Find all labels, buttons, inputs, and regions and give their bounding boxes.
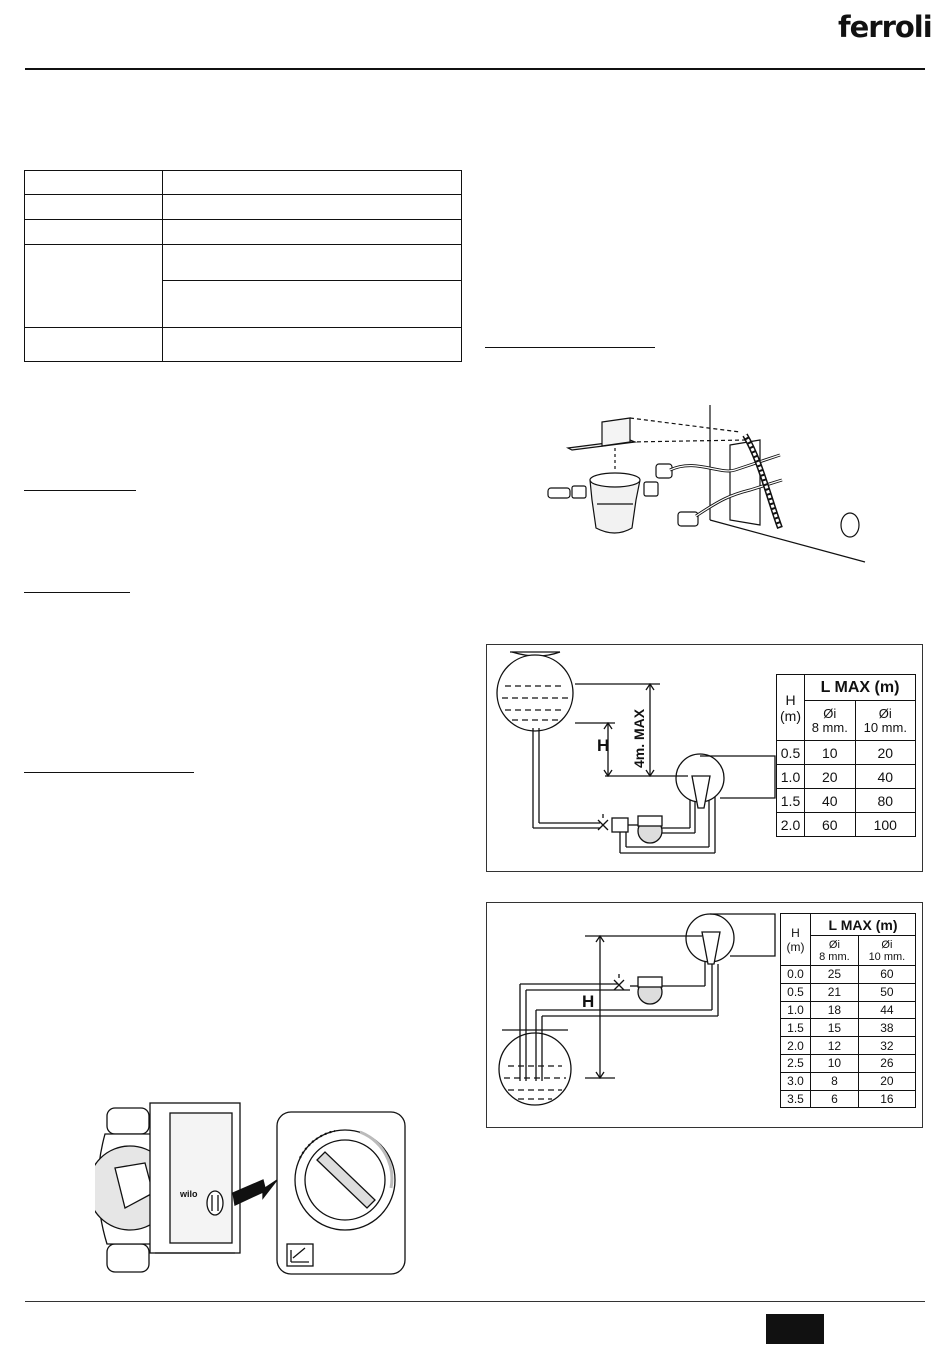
cell-8mm: 10 [805,741,856,765]
table-row [777,789,916,813]
table-row [25,245,462,281]
cell-10mm: 16 [858,1090,915,1108]
cell-8mm: 21 [811,983,859,1001]
cell-h: 1.5 [777,789,805,813]
col-header-8mm: Øi 8 mm. [811,936,859,966]
table-row [781,1019,916,1037]
col-header-10mm: Øi 10 mm. [855,701,915,741]
table-row [781,1072,916,1090]
cell-h: 0.5 [781,983,811,1001]
cell-8mm: 60 [805,813,856,837]
logo-text: ferroli [838,10,932,44]
cell-h: 1.5 [781,1019,811,1037]
heading-underline [485,347,655,348]
max-height-label: 4m. MAX [631,708,647,768]
table-row [25,328,462,362]
height-label: H [582,992,595,1011]
cell-10mm: 20 [855,741,915,765]
cell-10mm: 60 [858,966,915,984]
col-header-lmax: L MAX (m) [811,914,916,936]
lmax-table-gravity [776,674,916,837]
cell-8mm: 25 [811,966,859,984]
cell-10mm: 80 [855,789,915,813]
col-header-h: H (m) [777,675,805,741]
cell-8mm: 15 [811,1019,859,1037]
table-row [781,1037,916,1055]
suction-feed-diagram [490,906,780,1124]
table-row [781,1001,916,1019]
cell-10mm: 40 [855,765,915,789]
cell-h: 2.0 [781,1037,811,1055]
cell-h: 2.5 [781,1054,811,1072]
table-row [25,220,462,245]
cell-10mm: 44 [858,1001,915,1019]
col-header-8mm: Øi 8 mm. [805,701,856,741]
col-header-h: H (m) [781,914,811,966]
spec-table [24,170,462,362]
cell-8mm: 18 [811,1001,859,1019]
height-label: H [597,736,610,755]
cell-h: 0.5 [777,741,805,765]
table-row [25,171,462,195]
col-header-10mm: Øi 10 mm. [858,936,915,966]
cell-8mm: 12 [811,1037,859,1055]
cell-8mm: 6 [811,1090,859,1108]
cell-10mm: 38 [858,1019,915,1037]
heading-underline [24,592,130,593]
cell-h: 1.0 [777,765,805,789]
ferroli-logo [838,2,933,52]
table-row [777,765,916,789]
cell-10mm: 100 [855,813,915,837]
cell-h: 0.0 [781,966,811,984]
gravity-feed-diagram [490,648,780,868]
page-number-tab [766,1314,824,1344]
filter-installation-illustration [520,400,870,570]
circulator-pump-illustration [95,1098,415,1280]
lmax-table-suction [780,913,916,1108]
cell-10mm: 20 [858,1072,915,1090]
cell-10mm: 50 [858,983,915,1001]
cell-h: 3.5 [781,1090,811,1108]
table-row [781,983,916,1001]
cell-h: 3.0 [781,1072,811,1090]
heading-underline [24,490,136,491]
cell-8mm: 8 [811,1072,859,1090]
cell-8mm: 20 [805,765,856,789]
table-row [25,195,462,220]
table-row [781,1054,916,1072]
cell-8mm: 40 [805,789,856,813]
heading-underline [24,772,194,773]
cell-8mm: 10 [811,1054,859,1072]
table-row [777,813,916,837]
table-row [781,1090,916,1108]
footer-rule [25,1301,925,1302]
table-row [781,966,916,984]
header-rule [25,68,925,70]
table-row [777,741,916,765]
col-header-lmax: L MAX (m) [805,675,916,701]
cell-h: 1.0 [781,1001,811,1019]
pump-brand-mark: wilo [180,1189,198,1199]
cell-h: 2.0 [777,813,805,837]
cell-10mm: 32 [858,1037,915,1055]
cell-10mm: 26 [858,1054,915,1072]
